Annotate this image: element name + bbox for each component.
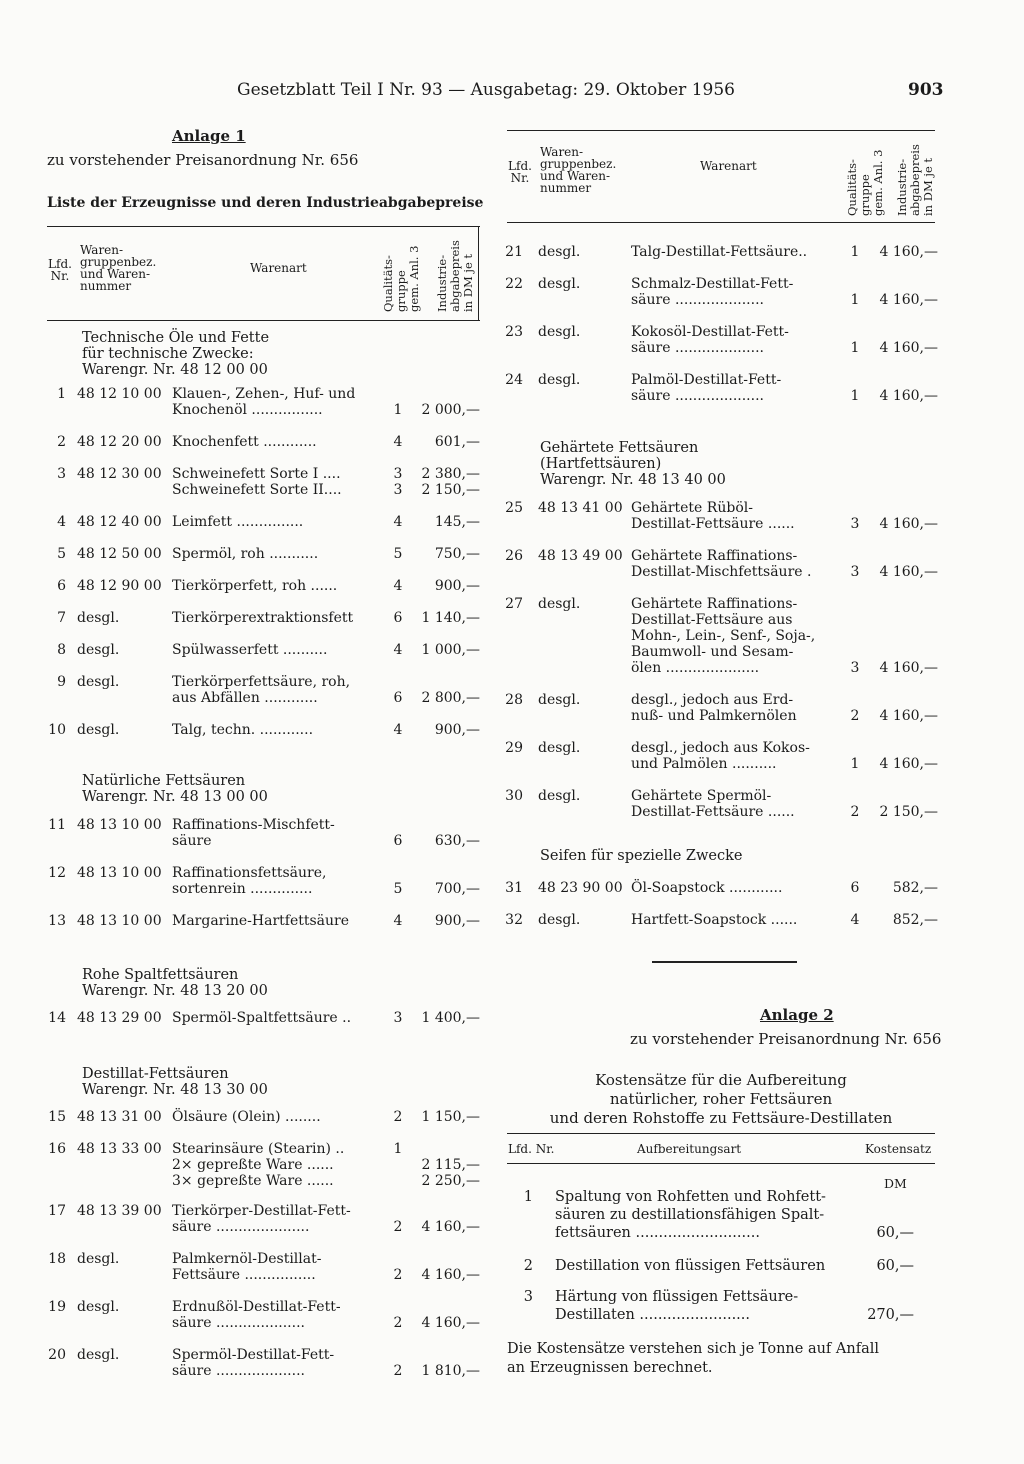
- row-warenart: säure: [172, 833, 212, 849]
- row-qualitaet: 1: [850, 388, 860, 404]
- table-header-rule: [47, 320, 480, 321]
- row-number: 17: [48, 1203, 66, 1219]
- row-preis: 2 115,—: [421, 1157, 480, 1173]
- row-code: desgl.: [77, 610, 120, 626]
- row-preis: 900,—: [434, 722, 480, 738]
- row-preis: 2 150,—: [879, 804, 938, 820]
- row-warenart: Leimfett ...............: [172, 514, 304, 530]
- row-warenart: Mohn-, Lein-, Senf-, Soja-,: [631, 628, 816, 644]
- anlage2-row-text: Härtung von flüssigen Fettsäure-: [555, 1289, 799, 1305]
- row-code: desgl.: [538, 276, 581, 292]
- row-preis: 145,—: [434, 514, 480, 530]
- row-preis: 1 150,—: [421, 1109, 480, 1125]
- row-number: 23: [505, 324, 523, 340]
- row-code: desgl.: [77, 674, 120, 690]
- row-number: 27: [505, 596, 523, 612]
- row-qualitaet: 3: [393, 482, 403, 498]
- row-warenart: Baumwoll- und Sesam-: [631, 644, 794, 660]
- row-qualitaet: 4: [393, 514, 403, 530]
- row-warenart: Destillat-Mischfettsäure .: [631, 564, 812, 580]
- row-qualitaet: 6: [393, 610, 403, 626]
- row-warenart: säure ....................: [631, 340, 764, 356]
- row-warenart: Palmöl-Destillat-Fett-: [631, 372, 782, 388]
- row-qualitaet: 6: [850, 880, 860, 896]
- group-heading: [82, 330, 269, 378]
- anlage1-heading: Anlage 1: [172, 127, 246, 145]
- row-number: 11: [48, 817, 66, 833]
- group-heading: [540, 848, 742, 864]
- row-preis: 900,—: [434, 578, 480, 594]
- table-top-rule: [47, 226, 480, 227]
- row-qualitaet: 2: [393, 1267, 403, 1283]
- row-preis: 750,—: [434, 546, 480, 562]
- anlage2-subtitle: zu vorstehender Preisanordnung Nr. 656: [630, 1030, 942, 1048]
- row-qualitaet: 3: [850, 660, 860, 676]
- row-qualitaet: 1: [850, 756, 860, 772]
- row-warenart: Klauen-, Zehen-, Huf- und: [172, 386, 356, 402]
- row-number: 28: [505, 692, 523, 708]
- row-warenart: Ölsäure (Olein) ........: [172, 1109, 321, 1125]
- row-warenart: Tierkörperfettsäure, roh,: [172, 674, 351, 690]
- row-code: desgl.: [538, 324, 581, 340]
- row-preis: 1 000,—: [421, 642, 480, 658]
- row-warenart: 2× gepreßte Ware ......: [172, 1157, 334, 1173]
- row-code: desgl.: [77, 1347, 120, 1363]
- row-warenart: Talg, techn. ............: [172, 722, 314, 738]
- row-code: 48 12 90 00: [77, 578, 162, 594]
- row-number: 25: [505, 500, 523, 516]
- row-preis: 2 250,—: [421, 1173, 480, 1189]
- anlage2-row-number: 2: [523, 1258, 533, 1274]
- row-number: 6: [57, 578, 66, 594]
- row-code: 48 12 20 00: [77, 434, 162, 450]
- row-warenart: Raffinationsfettsäure,: [172, 865, 327, 881]
- group-heading-line: Warengr. Nr. 48 13 30 00: [82, 1082, 268, 1098]
- row-code: 48 12 30 00: [77, 466, 162, 482]
- anlage2-row-value: 60,—: [876, 1225, 914, 1241]
- row-qualitaet: 4: [393, 578, 403, 594]
- right-header-preis: Industrie- abgabepreis in DM je t: [895, 144, 935, 216]
- anlage2-note: Die Kostensätze verstehen sich je Tonne auf Anfall an Erzeugnissen berechnet.: [507, 1341, 880, 1376]
- row-preis: 2 380,—: [421, 466, 480, 482]
- row-warenart: Margarine-Hartfettsäure: [172, 913, 350, 929]
- group-heading-line: Rohe Spaltfettsäuren: [82, 967, 239, 983]
- row-preis: 630,—: [434, 833, 480, 849]
- row-preis: 900,—: [434, 913, 480, 929]
- anlage2-col-art: Aufbereitungsart: [637, 1142, 742, 1156]
- row-warenart: Destillat-Fettsäure ......: [631, 516, 795, 532]
- row-number: 3: [57, 466, 66, 482]
- row-code: 48 13 31 00: [77, 1109, 162, 1125]
- row-warenart: säure ....................: [172, 1315, 305, 1331]
- row-preis: 2 800,—: [421, 690, 480, 706]
- row-warenart: 3× gepreßte Ware ......: [172, 1173, 334, 1189]
- row-qualitaet: 1: [850, 340, 860, 356]
- row-warenart: säure .....................: [172, 1219, 310, 1235]
- row-qualitaet: 2: [393, 1315, 403, 1331]
- row-preis: 4 160,—: [879, 244, 938, 260]
- row-number: 24: [505, 372, 523, 388]
- anlage2-title: Kostensätze für die Aufbereitung natürlicher, roher Fettsäuren und deren Rohstoffe zu Fettsäure-Destillaten: [549, 1071, 893, 1127]
- row-number: 32: [505, 912, 523, 928]
- row-preis: 4 160,—: [879, 516, 938, 532]
- section-divider: [652, 961, 797, 963]
- group-heading: [540, 440, 726, 488]
- row-code: desgl.: [538, 692, 581, 708]
- group-heading-line: für technische Zwecke:: [82, 346, 254, 362]
- row-number: 30: [505, 788, 523, 804]
- row-preis: 4 160,—: [879, 292, 938, 308]
- row-preis: 601,—: [434, 434, 480, 450]
- anlage2-row-number: 1: [523, 1189, 533, 1205]
- row-warenart: sortenrein ..............: [172, 881, 313, 897]
- row-warenart: säure ....................: [172, 1363, 305, 1379]
- row-code: desgl.: [538, 912, 581, 928]
- row-warenart: säure ....................: [631, 292, 764, 308]
- row-warenart: desgl., jedoch aus Kokos-: [631, 740, 810, 756]
- row-code: 48 13 10 00: [77, 817, 162, 833]
- row-number: 21: [505, 244, 523, 260]
- row-code: 48 12 50 00: [77, 546, 162, 562]
- header-title: Gesetzblatt Teil I Nr. 93 — Ausgabetag: 29. Oktober 1956: [237, 80, 735, 100]
- row-number: 5: [57, 546, 66, 562]
- anlage1-list-title: Liste der Erzeugnisse und deren Industrieabgabepreise: [47, 195, 484, 211]
- row-qualitaet: 2: [393, 1363, 403, 1379]
- row-code: desgl.: [538, 788, 581, 804]
- row-qualitaet: 5: [393, 881, 403, 897]
- row-number: 26: [505, 548, 523, 564]
- row-qualitaet: 1: [850, 292, 860, 308]
- row-preis: 2 150,—: [421, 482, 480, 498]
- group-heading-line: Destillat-Fettsäuren: [82, 1066, 229, 1082]
- row-qualitaet: 6: [393, 833, 403, 849]
- row-code: 48 12 40 00: [77, 514, 162, 530]
- right-table-top-rule: [507, 130, 935, 131]
- row-number: 20: [48, 1347, 66, 1363]
- row-number: 1: [57, 386, 66, 402]
- row-number: 4: [57, 514, 66, 530]
- row-qualitaet: 2: [850, 804, 860, 820]
- anlage2-row-text: fettsäuren ...........................: [555, 1225, 760, 1241]
- anlage2-col-satz: Kostensatz: [865, 1142, 932, 1156]
- row-number: 2: [57, 434, 66, 450]
- row-warenart: aus Abfällen ............: [172, 690, 318, 706]
- row-warenart: Stearinsäure (Stearin) ..: [172, 1141, 345, 1157]
- row-warenart: Gehärtete Spermöl-: [631, 788, 772, 804]
- row-warenart: Tierkörperextraktionsfett: [172, 610, 354, 626]
- row-warenart: Palmkernöl-Destillat-: [172, 1251, 322, 1267]
- right-header-lfd: Lfd. Nr.: [508, 159, 532, 185]
- row-warenart: Gehärtete Raffinations-: [631, 596, 798, 612]
- row-warenart: Öl-Soapstock ............: [631, 880, 783, 896]
- row-number: 18: [48, 1251, 66, 1267]
- group-heading-line: Warengr. Nr. 48 13 00 00: [82, 789, 268, 805]
- row-number: 15: [48, 1109, 66, 1125]
- row-warenart: Raffinations-Mischfett-: [172, 817, 335, 833]
- anlage2-row-text: Spaltung von Rohfetten und Rohfett-: [555, 1189, 826, 1205]
- row-preis: 1 400,—: [421, 1010, 480, 1026]
- row-warenart: säure ....................: [631, 388, 764, 404]
- row-warenart: Talg-Destillat-Fettsäure..: [631, 244, 808, 260]
- anlage2-row-number: 3: [523, 1289, 533, 1305]
- row-preis: 852,—: [892, 912, 938, 928]
- row-preis: 1 810,—: [421, 1363, 480, 1379]
- row-qualitaet: 4: [850, 912, 860, 928]
- row-preis: 2 000,—: [421, 402, 480, 418]
- table-header-vrule: [478, 226, 479, 321]
- row-number: 19: [48, 1299, 66, 1315]
- row-qualitaet: 3: [393, 466, 403, 482]
- header-warengruppe: Waren- gruppenbez. und Waren- nummer: [80, 243, 157, 293]
- row-preis: 4 160,—: [879, 660, 938, 676]
- row-warenart: Erdnußöl-Destillat-Fett-: [172, 1299, 341, 1315]
- anlage2-header-rule: [507, 1163, 935, 1164]
- row-qualitaet: 3: [850, 564, 860, 580]
- group-heading-line: Gehärtete Fettsäuren: [540, 440, 699, 456]
- row-warenart: Knochenöl ................: [172, 402, 323, 418]
- anlage2-heading: Anlage 2: [760, 1006, 834, 1024]
- row-qualitaet: 2: [850, 708, 860, 724]
- row-code: 48 13 29 00: [77, 1010, 162, 1026]
- row-warenart: Schweinefett Sorte II....: [172, 482, 342, 498]
- right-header-qualitaet: Qualitäts- gruppe gem. Anl. 3: [845, 149, 885, 216]
- row-warenart: ölen .....................: [631, 660, 760, 676]
- row-qualitaet: 3: [393, 1010, 403, 1026]
- row-qualitaet: 2: [393, 1109, 403, 1125]
- row-code: 48 13 49 00: [538, 548, 623, 564]
- row-warenart: Spermöl-Spaltfettsäure ..: [172, 1010, 352, 1026]
- row-code: desgl.: [77, 722, 120, 738]
- row-code: desgl.: [538, 372, 581, 388]
- row-code: 48 13 39 00: [77, 1203, 162, 1219]
- row-warenart: Hartfett-Soapstock ......: [631, 912, 798, 928]
- header-lfd: Lfd. Nr.: [48, 257, 72, 283]
- row-code: desgl.: [77, 642, 120, 658]
- row-code: desgl.: [77, 1251, 120, 1267]
- row-qualitaet: 1: [393, 402, 403, 418]
- row-code: 48 12 10 00: [77, 386, 162, 402]
- row-preis: 700,—: [434, 881, 480, 897]
- row-number: 13: [48, 913, 66, 929]
- row-warenart: Tierkörperfett, roh ......: [172, 578, 338, 594]
- row-qualitaet: 5: [393, 546, 403, 562]
- row-warenart: Gehärtete Raffinations-: [631, 548, 798, 564]
- row-warenart: Tierkörper-Destillat-Fett-: [172, 1203, 351, 1219]
- row-preis: 4 160,—: [421, 1315, 480, 1331]
- row-number: 9: [57, 674, 66, 690]
- anlage2-unit: DM: [884, 1176, 907, 1191]
- row-code: 48 13 10 00: [77, 865, 162, 881]
- row-number: 16: [48, 1141, 66, 1157]
- row-number: 14: [48, 1010, 66, 1026]
- row-number: 31: [505, 880, 523, 896]
- header-preis: Industrie- abgabepreis in DM je t: [435, 240, 475, 312]
- row-code: desgl.: [538, 244, 581, 260]
- row-number: 7: [57, 610, 66, 626]
- row-qualitaet: 1: [850, 244, 860, 260]
- row-code: desgl.: [77, 1299, 120, 1315]
- row-warenart: Schweinefett Sorte I ....: [172, 466, 341, 482]
- row-warenart: Knochenfett ............: [172, 434, 317, 450]
- row-qualitaet: 4: [393, 434, 403, 450]
- page-number: 903: [908, 80, 944, 100]
- row-code: desgl.: [538, 596, 581, 612]
- row-warenart: Kokosöl-Destillat-Fett-: [631, 324, 789, 340]
- anlage2-row-text: Destillaten ........................: [555, 1307, 751, 1323]
- anlage1-subtitle: zu vorstehender Preisanordnung Nr. 656: [47, 151, 359, 169]
- row-warenart: Destillat-Fettsäure aus: [631, 612, 793, 628]
- row-warenart: Spermöl-Destillat-Fett-: [172, 1347, 335, 1363]
- row-warenart: Spermöl, roh ...........: [172, 546, 319, 562]
- right-header-warengruppe: Waren- gruppenbez. und Waren- nummer: [540, 145, 617, 195]
- anlage2-col-lfd: Lfd. Nr.: [508, 1142, 555, 1156]
- row-code: 48 13 10 00: [77, 913, 162, 929]
- anlage2-top-rule: [507, 1133, 935, 1134]
- group-heading-line: (Hartfettsäuren): [540, 456, 662, 472]
- row-preis: 4 160,—: [879, 388, 938, 404]
- row-warenart: und Palmölen ..........: [631, 756, 777, 772]
- group-heading-line: Technische Öle und Fette: [82, 330, 270, 346]
- row-qualitaet: 1: [393, 1141, 403, 1157]
- group-heading: [82, 967, 268, 999]
- row-warenart: desgl., jedoch aus Erd-: [631, 692, 794, 708]
- group-heading: [82, 1066, 268, 1098]
- row-preis: 4 160,—: [421, 1219, 480, 1235]
- row-qualitaet: 2: [393, 1219, 403, 1235]
- row-preis: 1 140,—: [421, 610, 480, 626]
- row-number: 8: [57, 642, 66, 658]
- row-number: 12: [48, 865, 66, 881]
- row-qualitaet: 4: [393, 913, 403, 929]
- row-code: 48 13 41 00: [538, 500, 623, 516]
- anlage2-row-value: 60,—: [876, 1258, 914, 1274]
- anlage2-row-text: säuren zu destillationsfähigen Spalt-: [555, 1207, 825, 1223]
- row-code: 48 23 90 00: [538, 880, 623, 896]
- row-warenart: Fettsäure ................: [172, 1267, 316, 1283]
- row-qualitaet: 4: [393, 722, 403, 738]
- row-qualitaet: 4: [393, 642, 403, 658]
- page-header: [0, 80, 1024, 108]
- group-heading-line: Natürliche Fettsäuren: [82, 773, 246, 789]
- row-number: 29: [505, 740, 523, 756]
- header-qualitaet: Qualitäts- gruppe gem. Anl. 3: [381, 245, 421, 312]
- row-preis: 582,—: [892, 880, 938, 896]
- header-warenart: Warenart: [250, 261, 307, 275]
- row-number: 10: [48, 722, 66, 738]
- group-heading-line: Warengr. Nr. 48 12 00 00: [82, 362, 268, 378]
- row-preis: 4 160,—: [879, 340, 938, 356]
- group-heading: [82, 773, 268, 805]
- anlage2-row-value: 270,—: [867, 1307, 914, 1323]
- group-heading-line: Seifen für spezielle Zwecke: [540, 848, 743, 864]
- row-warenart: Destillat-Fettsäure ......: [631, 804, 795, 820]
- row-preis: 4 160,—: [879, 564, 938, 580]
- row-preis: 4 160,—: [421, 1267, 480, 1283]
- row-code: desgl.: [538, 740, 581, 756]
- anlage2-row-text: Destillation von flüssigen Fettsäuren: [555, 1258, 826, 1274]
- row-qualitaet: 6: [393, 690, 403, 706]
- right-table-header-rule: [507, 222, 935, 223]
- right-header-warenart: Warenart: [700, 159, 757, 173]
- group-heading-line: Warengr. Nr. 48 13 20 00: [82, 983, 268, 999]
- row-code: 48 13 33 00: [77, 1141, 162, 1157]
- row-qualitaet: 3: [850, 516, 860, 532]
- row-warenart: Gehärtete Rüböl-: [631, 500, 753, 516]
- row-warenart: Schmalz-Destillat-Fett-: [631, 276, 794, 292]
- row-preis: 4 160,—: [879, 708, 938, 724]
- row-preis: 4 160,—: [879, 756, 938, 772]
- row-warenart: Spülwasserfett ..........: [172, 642, 328, 658]
- group-heading-line: Warengr. Nr. 48 13 40 00: [540, 472, 726, 488]
- row-number: 22: [505, 276, 523, 292]
- row-warenart: nuß- und Palmkernölen: [631, 708, 797, 724]
